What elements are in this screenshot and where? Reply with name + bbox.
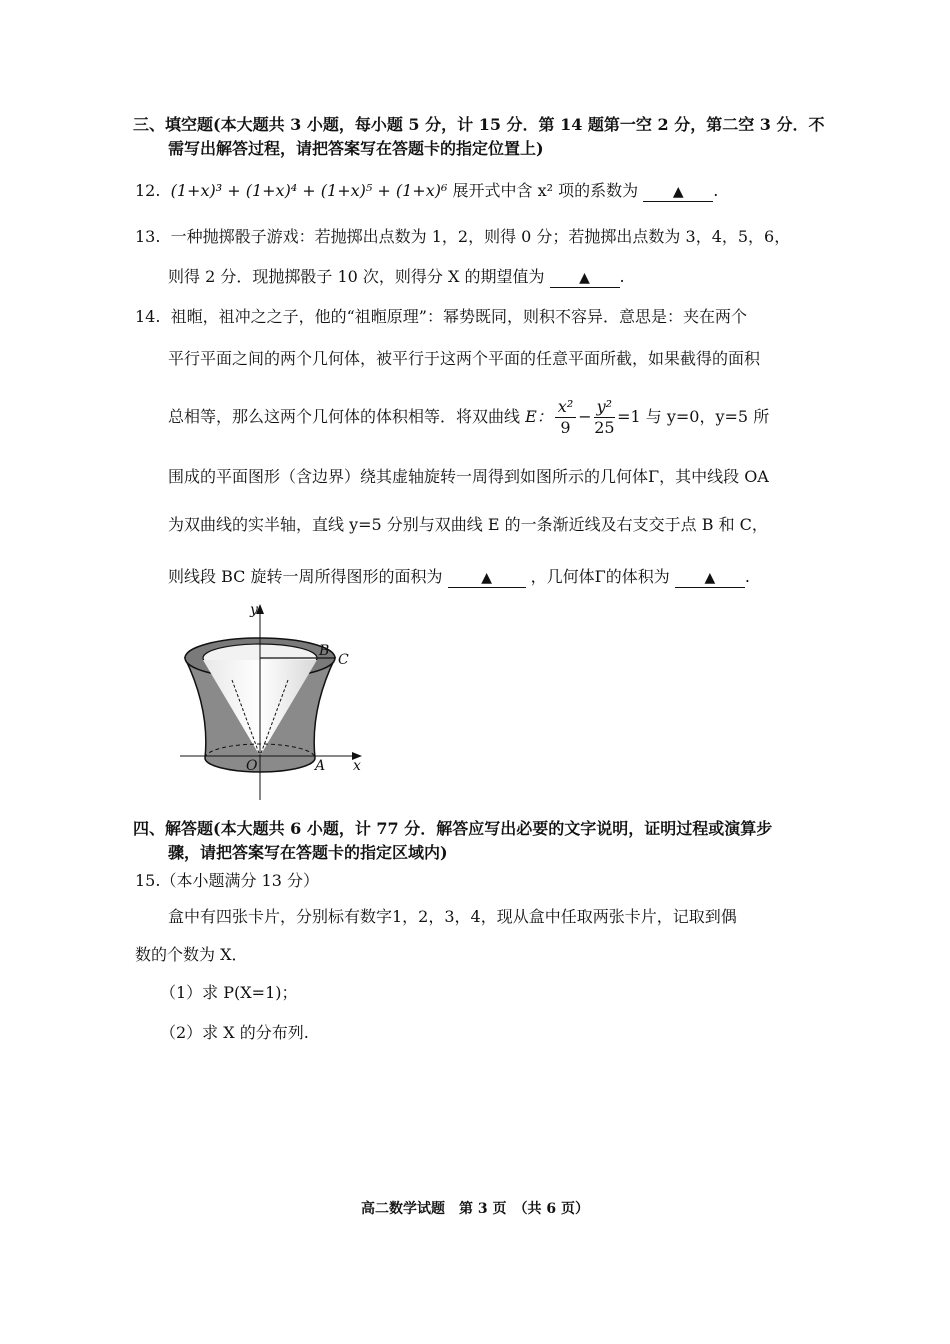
q14-hyperbola-name: E： bbox=[525, 407, 553, 426]
q14-line6-mid: ，几何体Γ的体积为 bbox=[530, 567, 670, 586]
q14-number: 14. bbox=[135, 307, 161, 326]
q14-text-line2: 平行平面之间的两个几何体，被平行于这两个平面的任意平面所截，如果截得的面积 bbox=[168, 349, 761, 368]
q15-heading: 15.（本小题满分 13 分） bbox=[135, 871, 319, 890]
q12-answer-blank: ▲ bbox=[643, 183, 713, 202]
question-14-line1 bbox=[135, 306, 747, 328]
q15-part2: （2）求 X 的分布列. bbox=[160, 1023, 309, 1042]
q13-text-line1: 一种抛掷骰子游戏：若抛掷出点数为 1，2，则得 0 分；若抛掷出点数为 3，4，5，6， bbox=[170, 227, 791, 246]
q14-fraction-y bbox=[594, 397, 615, 438]
label-A: A bbox=[315, 758, 326, 774]
label-x: x bbox=[353, 758, 361, 774]
question-13-line1 bbox=[135, 226, 790, 248]
q14-frac2-num: y² bbox=[594, 397, 615, 418]
q12-expression: (1+x)³ + (1+x)⁴ + (1+x)⁵ + (1+x)⁶ bbox=[170, 181, 448, 200]
label-B: B bbox=[319, 643, 330, 659]
q13-text-line2: 则得 2 分．现抛掷骰子 10 次，则得分 X 的期望值为 bbox=[168, 267, 545, 286]
q14-end: . bbox=[744, 567, 750, 586]
q14-line6-pre: 则线段 BC 旋转一周所得图形的面积为 bbox=[168, 567, 443, 586]
q14-line3-post: =1 与 y=0，y=5 所 bbox=[617, 407, 770, 426]
q14-line3-pre: 总相等，那么这两个几何体的体积相等．将双曲线 bbox=[168, 407, 521, 426]
q14-minus: − bbox=[578, 407, 592, 426]
solid-of-revolution-figure bbox=[170, 600, 370, 810]
q14-frac1-num: x² bbox=[555, 397, 576, 418]
q14-text-line4: 围成的平面图形（含边界）绕其虚轴旋转一周得到如图所示的几何体Γ，其中线段 OA bbox=[168, 467, 769, 486]
question-12 bbox=[135, 180, 718, 202]
section4-heading-line1: 四、解答题(本大题共 6 小题，计 77 分．解答应写出必要的文字说明，证明过程或演算步 bbox=[133, 819, 773, 838]
q13-number: 13. bbox=[135, 227, 161, 246]
section4-heading-line2: 骤，请把答案写在答题卡的指定区域内) bbox=[168, 843, 448, 862]
q14-frac2-den: 25 bbox=[594, 418, 615, 437]
q14-answer-blank-1: ▲ bbox=[448, 569, 526, 588]
label-O: O bbox=[246, 758, 258, 774]
q14-text-line5: 为双曲线的实半轴，直线 y=5 分别与双曲线 E 的一条渐近线及右支交于点 B 和 C， bbox=[168, 515, 768, 534]
q14-text-line3 bbox=[168, 392, 769, 442]
q15-text-line1: 盒中有四张卡片，分别标有数字1，2，3，4，现从盒中任取两张卡片，记取到偶 bbox=[168, 907, 737, 926]
q12-end: . bbox=[713, 181, 719, 200]
label-C: C bbox=[338, 652, 349, 668]
q14-fraction-x bbox=[555, 397, 576, 438]
q14-text-line1: 祖暅，祖冲之之子，他的“祖暅原理”：幂势既同，则积不容异．意思是：夹在两个 bbox=[170, 307, 747, 326]
page-footer: 高二数学试题 第 3 页 （共 6 页） bbox=[361, 1201, 589, 1217]
q15-part1: （1）求 P(X=1)； bbox=[160, 983, 298, 1002]
q13-end: . bbox=[619, 267, 625, 286]
q13-answer-blank: ▲ bbox=[550, 269, 620, 288]
q15-text-line2: 数的个数为 X． bbox=[135, 945, 248, 964]
q14-answer-blank-2: ▲ bbox=[675, 569, 745, 588]
question-13-line2 bbox=[168, 266, 625, 288]
section3-heading-line2: 需写出解答过程，请把答案写在答题卡的指定位置上) bbox=[168, 139, 544, 158]
q12-text: 展开式中含 x² 项的系数为 bbox=[452, 181, 639, 200]
label-y: y bbox=[250, 602, 258, 618]
q14-frac1-den: 9 bbox=[560, 418, 571, 437]
section3-heading-line1: 三、填空题(本大题共 3 小题，每小题 5 分，计 15 分．第 14 题第一空 2 分，第二空 3 分．不 bbox=[133, 115, 825, 134]
q12-number: 12. bbox=[135, 181, 161, 200]
q14-text-line6 bbox=[168, 566, 750, 588]
